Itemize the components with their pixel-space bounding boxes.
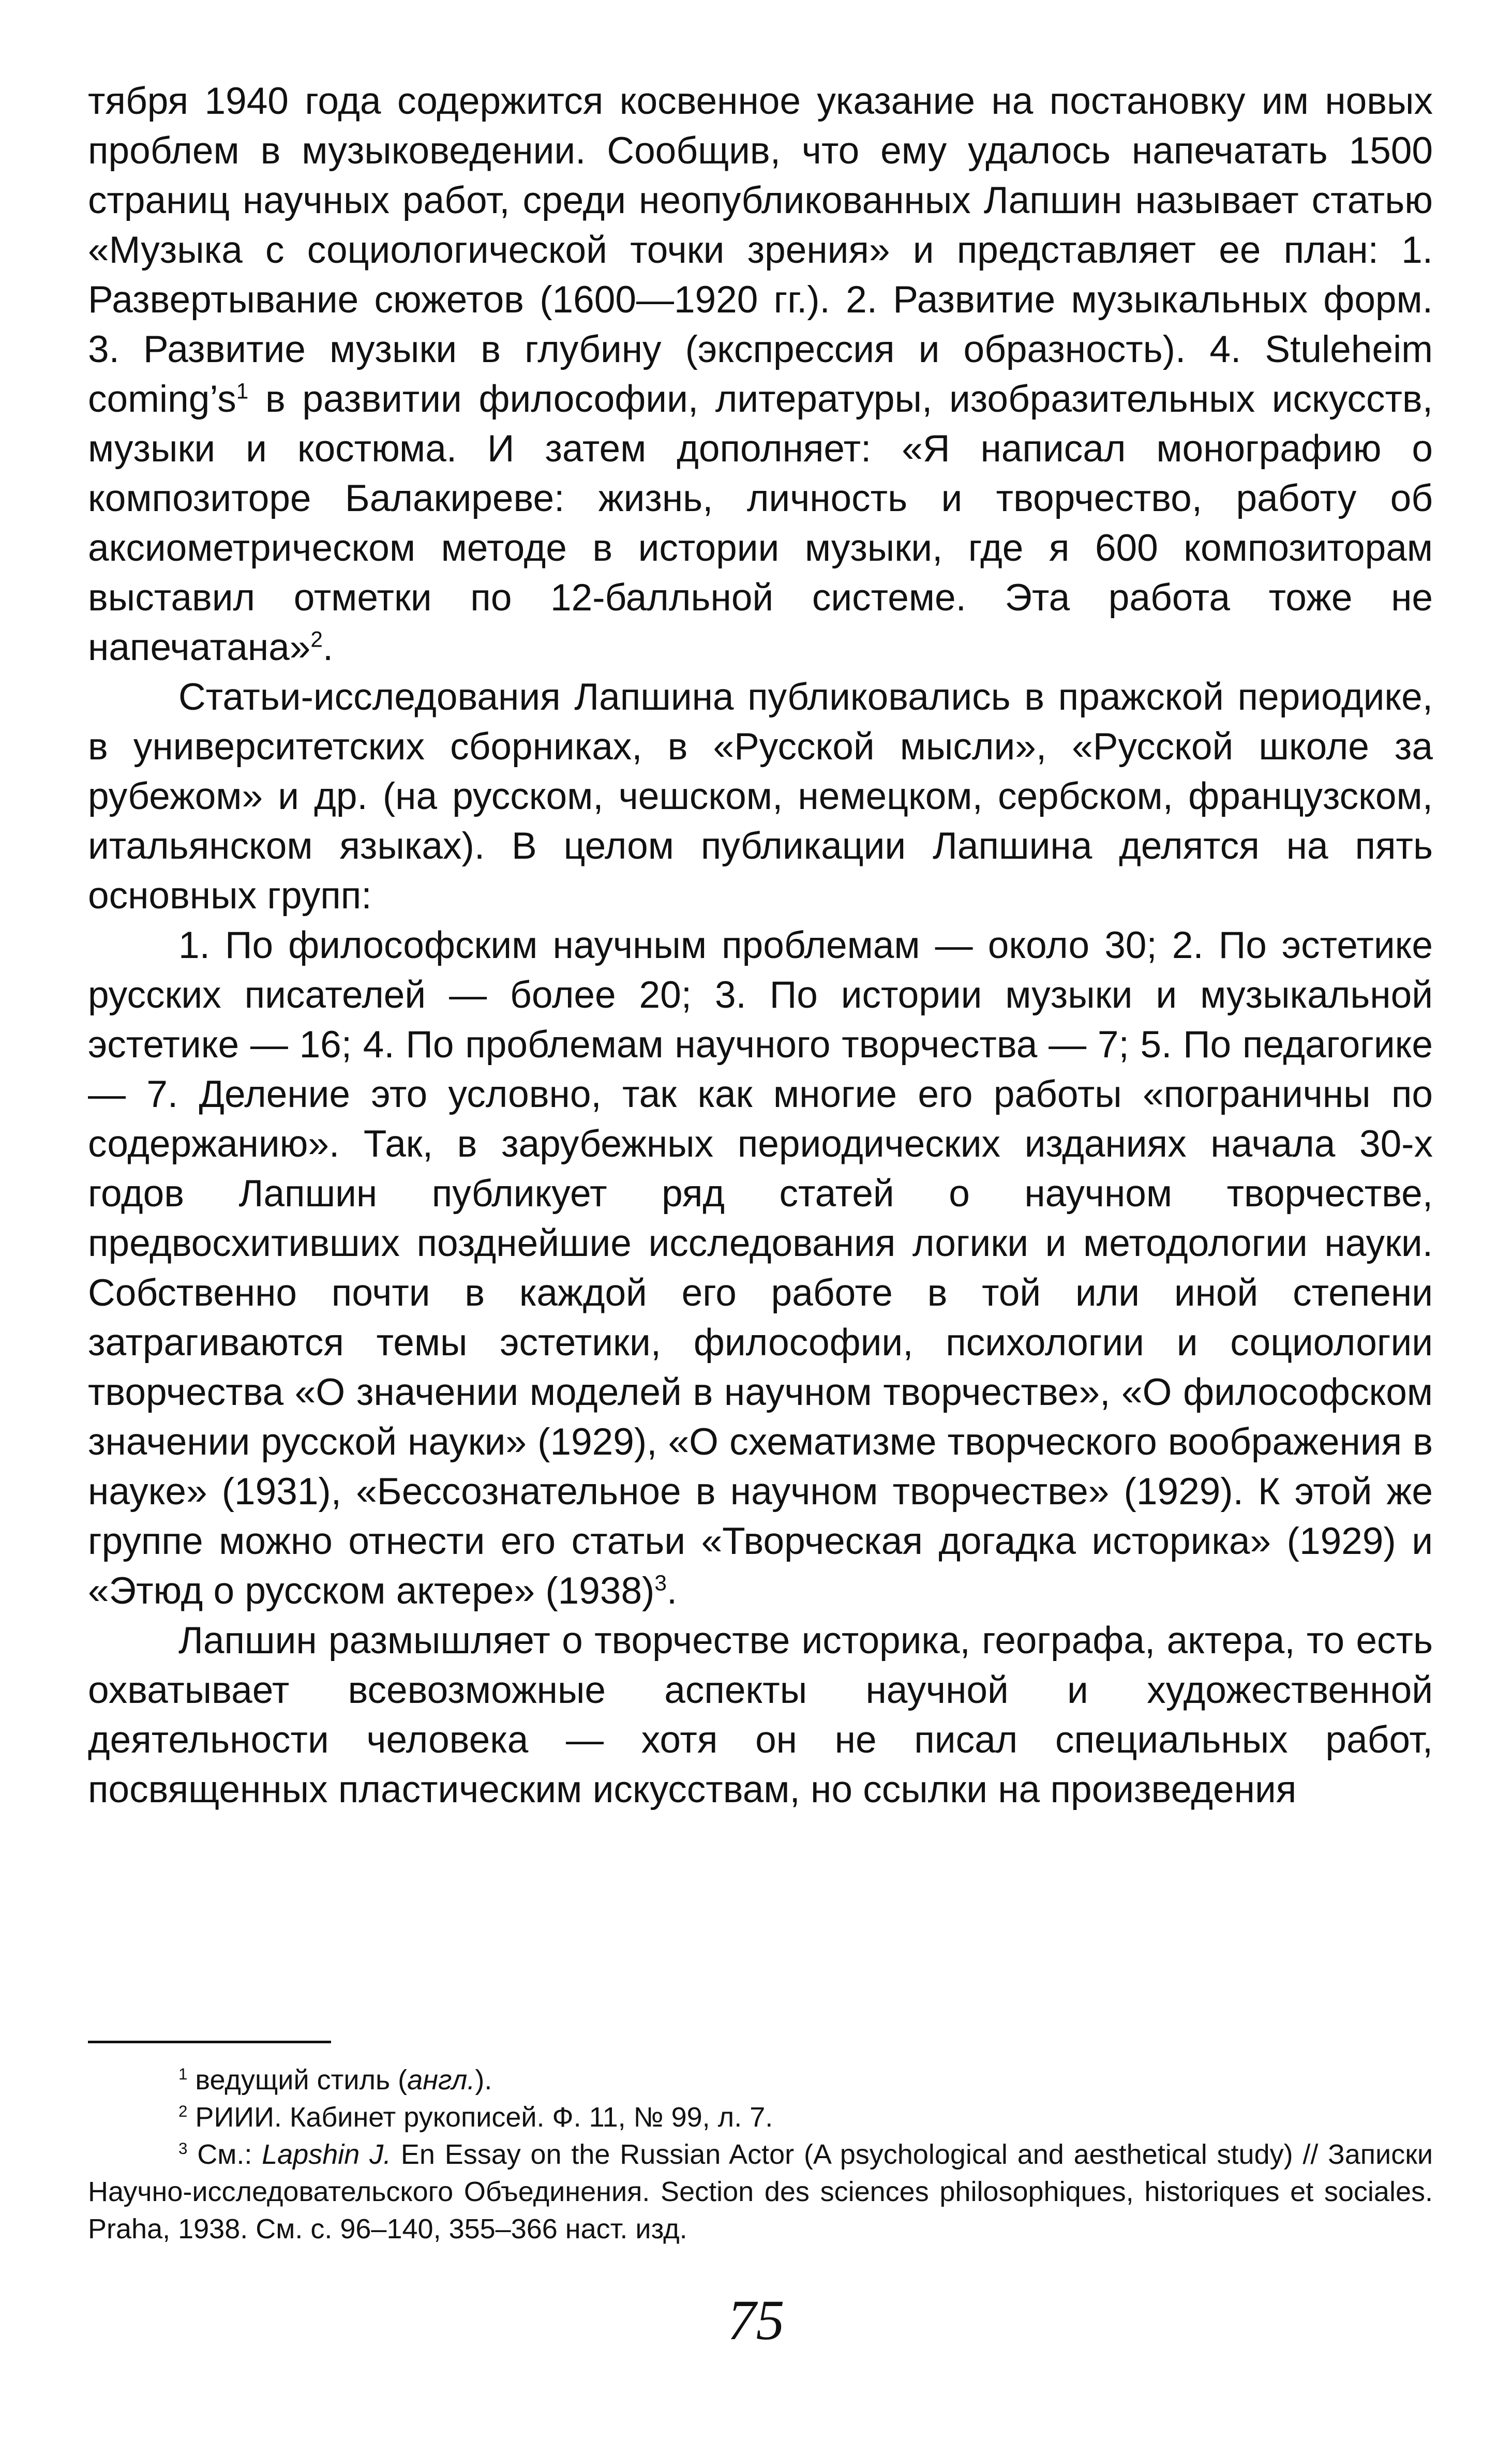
- footnotes: [88, 2061, 1433, 2248]
- footnote-ref-3: 3: [654, 1570, 667, 1595]
- paragraph-1-text: тября 1940 года содержится косвенное указание на постановку им новых проблем в музыковедении. Сообщив, что ему удалось напечатать 1500 страниц научных работ, среди неопубликованных Лапшин называет статью «Музыка с социологической точки зрения» и представляет ее план: 1. Развертывание сюжетов (1600—1920 гг.). 2. Развитие музыкальных форм. 3. Развитие музыки в глубину (экспрессия и образность). 4. Stuleheim coming’s: [88, 80, 1433, 420]
- footnote-3: [88, 2136, 1433, 2248]
- footnote-italic: Lapshin J.: [262, 2139, 392, 2170]
- paragraph-4: Лапшин размышляет о творчестве историка, географа, актера, то есть охватывает всевозможные аспекты научной и художественной деятельности человека — хотя он не писал специальных работ, посвященных пластическим искусствам, но ссылки на произведения: [88, 1620, 1433, 1810]
- footnote-text: РИИИ. Кабинет рукописей. Ф. 11, № 99, л. 7.: [187, 2102, 773, 2133]
- paragraph-1: [88, 77, 1433, 672]
- paragraph-3: [88, 921, 1433, 1616]
- main-text: [88, 77, 1433, 1815]
- footnote-ref-2: 2: [310, 627, 323, 652]
- footnote-mark: 1: [178, 2065, 188, 2083]
- footnote-mark: 2: [178, 2102, 188, 2120]
- paragraph-1-end: .: [322, 626, 334, 668]
- footnote-text-end: En Essay on the Russian Actor (A psychological and aesthetical study) // Записки Научно-исследовательского Объединения. Section des sciences philosophiques, historiques et sociales. Praha, 1938. См. с. 96–140, 355–366 наст. изд.: [88, 2139, 1433, 2245]
- paragraph-3-end: .: [666, 1570, 678, 1612]
- page-number: 75: [727, 2288, 785, 2352]
- paragraph-3-text: 1. По философским научным проблемам — около 30; 2. По эстетике русских писателей — более 20; 3. По истории музыки и музыкальной эстетике — 16; 4. По проблемам научного творчества — 7; 5. По педагогике — 7. Деление это условно, так как многие его работы «пограничны по содержанию». Так, в зарубежных периодических изданиях начала 30-х годов Лапшин публикует ряд статей о научном творчестве, предвосхитивших позднейшие исследования логики и методологии науки. Собственно почти в каждой его работе в той или иной степени затрагиваются темы эстетики, философии, психологии и социологии творчества «О значении моделей в научном творчестве», «О философском значении русской науки» (1929), «О схематизме творческого воображения в науке» (1931), «Бессознательное в научном творчестве» (1929). К этой же группе можно отнести его статьи «Творческая догадка историка» (1929) и «Этюд о русском актере» (1938): [88, 924, 1433, 1612]
- paragraph-2: Статьи-исследования Лапшина публиковались в пражской периодике, в университетских сборниках, в «Русской мысли», «Русской школе за рубежом» и др. (на русском, чешском, немецком, сербском, французском, итальянском языках). В целом публикации Лапшина делятся на пять основных групп:: [88, 676, 1433, 917]
- footnote-text: См.:: [187, 2139, 262, 2170]
- footnote-1: [88, 2061, 1433, 2099]
- footnote-ref-1: 1: [236, 379, 249, 403]
- footnote-mark: 3: [178, 2139, 188, 2158]
- footnote-text-end: ).: [475, 2064, 492, 2096]
- footnote-italic: англ.: [407, 2064, 475, 2096]
- footnote-text: ведущий стиль (: [187, 2064, 408, 2096]
- paragraph-1-text-cont: в развитии философии, литературы, изобразительных искусств, музыки и костюма. И затем дополняет: «Я написал монографию о композиторе Балакиреве: жизнь, личность и творчество, работу об аксиометрическом методе в истории музыки, где я 600 композиторам выставил отметки по 12-балльной системе. Эта работа тоже не напечатана»: [88, 378, 1433, 668]
- footnote-divider: [88, 2041, 331, 2043]
- footnote-2: [88, 2099, 1433, 2136]
